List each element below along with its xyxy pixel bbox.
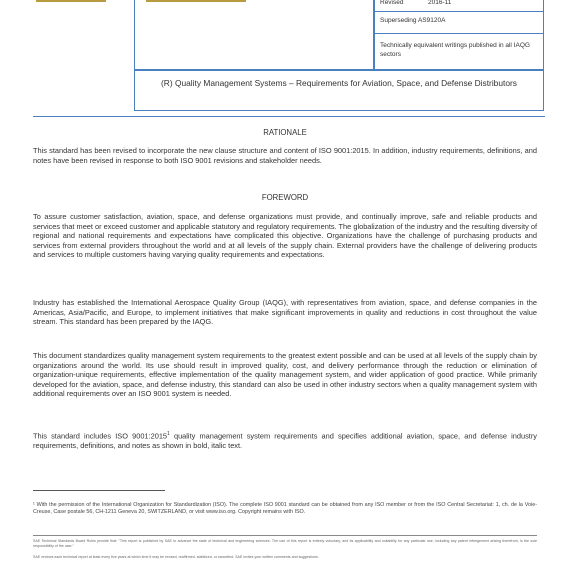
revised-label: Revised (380, 0, 404, 6)
header-box (134, 0, 544, 111)
logo-bar (36, 0, 106, 2)
foreword-paragraph-1: To assure customer satisfaction, aviation, space, and defense organizations must provide, and continually improve, safe and reliable products and services that meet or exceed customer and applicable statutory and regulatory requirements. The globalization of the industry and the resulting diversity of regional and national requirements and expectations have complicated this objective. Organizations have the challenge of purchasing products and services from external providers throughout the world and at all levels of the supply chain. External providers have the challenge of delivering products and services to multiple customers having varying quality requirements and expectations. (33, 212, 537, 260)
equivalent-note: Technically equivalent writings published in all IAQG sectors (380, 42, 530, 58)
legal-notice: SAE reviews each technical report at least every five years at which time it may be revised, reaffirmed, stabilized, or cancelled. SAE invites your written comments and suggestions. (33, 555, 319, 559)
superseding-row (380, 17, 445, 24)
revised-value: 2016-11 (428, 0, 452, 6)
foreword-heading: FOREWORD (261, 193, 309, 202)
footnote: ¹ With the permission of the International Organization for Standardization (ISO). The complete ISO 9001 standard can be obtained from any ISO member or from the ISO Central Secretariat: 1, ch. de la Voie-Creuse, Case postale 56, CH-1211 Geneva 20, SWITZERLAND, or visit www.iso.org. Copyright remains with ISO. (33, 502, 537, 515)
meta-separator (374, 11, 544, 12)
paragraph-text: This standard includes ISO 9001:2015 (33, 431, 168, 441)
foreword-paragraph-3: This document standardizes quality management system requirements to the greatest extent possible and can be used at all levels of the supply chain by organizations around the world. Its use should result in improved quality, cost, and delivery performance through the reduction or elimination of organization-unique requirements, effective implementation of the quality management system, and wider application of good practice. While primarily developed for the aviation, space, and defense industry, this standard can also be used in other industry sectors when a quality management system with additional requirements over an ISO 9001 system is needed. (33, 351, 537, 399)
legal-notice: SAE Technical Standards Board Rules provide that: "This report is published by SAE to advance the state of technical and engineering sciences. The use of this report is entirely voluntary, and its applicability and suitability for any particular use, including any patent infringement arising therefrom, is the sole responsibility of the user." (33, 539, 537, 548)
rationale-text: This standard has been revised to incorporate the new clause structure and content of ISO 9001:2015. In addition, industry requirements, definitions, and notes have been revised in response to both ISO 9001 revisions and stakeholder needs. (33, 146, 537, 165)
paragraph-text: quality management system requirements and specifies additional aviation, space, and defense industry requirements, definitions, and notes as shown in bold, italic text. (33, 431, 537, 451)
footnote-separator (33, 490, 165, 491)
document-subject: (R) Quality Management Systems – Requirements for Aviation, Space, and Defense Distributors (161, 78, 517, 88)
meta-separator (374, 33, 544, 34)
revised-row (380, 0, 451, 6)
footnote-reference[interactable]: 1 (167, 431, 170, 437)
legal-separator (33, 535, 537, 536)
rationale-heading: RATIONALE (263, 128, 307, 137)
header-divider (135, 69, 543, 71)
foreword-paragraph-4 (33, 430, 537, 451)
header-underline (33, 116, 545, 117)
superseding-label: Superseding AS9120A (380, 17, 446, 24)
foreword-paragraph-2: Industry has established the International Aerospace Quality Group (IAQG), with representatives from aviation, space, and defense companies in the Americas, Asia/Pacific, and Europe, to implement initiatives that make significant improvements in quality and reductions in cost throughout the value stream. This standard has been prepared by the IAQG. (33, 298, 537, 327)
